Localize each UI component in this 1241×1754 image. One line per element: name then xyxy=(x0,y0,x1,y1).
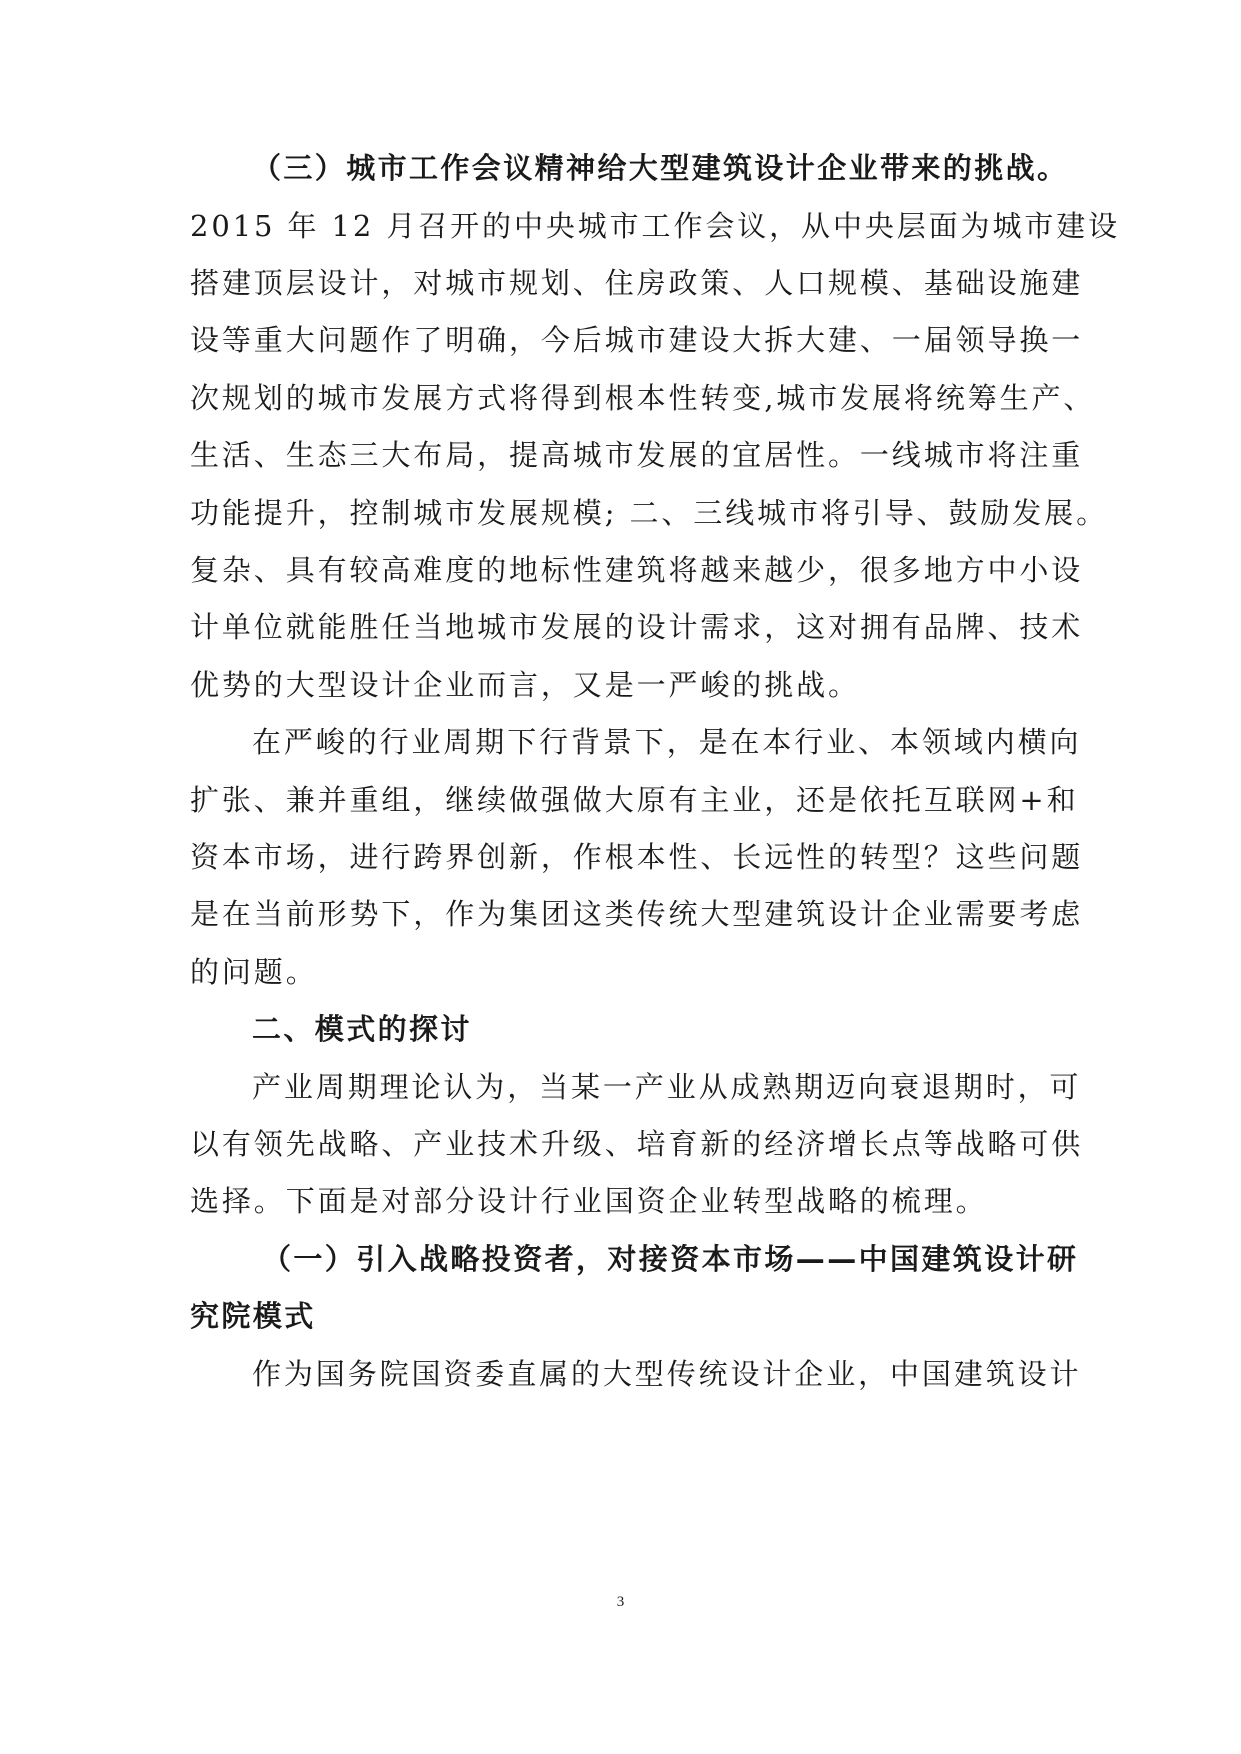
paragraph-line: 在严峻的行业周期下行背景下，是在本行业、本领域内横向 xyxy=(252,725,1082,759)
paragraph-line: 优势的大型设计企业而言，又是一严峻的挑战。 xyxy=(190,668,860,702)
paragraph-line: 选择。下面是对部分设计行业国资企业转型战略的梳理。 xyxy=(190,1184,988,1218)
paragraph-line: 生活、生态三大布局，提高城市发展的宜居性。一线城市将注重 xyxy=(190,438,1084,472)
paragraph-line: 产业周期理论认为，当某一产业从成熟期迈向衰退期时，可 xyxy=(252,1070,1082,1104)
paragraph-line: 的问题。 xyxy=(190,955,318,989)
subsection-heading-continuation: 究院模式 xyxy=(190,1299,316,1333)
paragraph-line: 设等重大问题作了明确，今后城市建设大拆大建、一届领导换一 xyxy=(190,323,1084,357)
paragraph-line: 复杂、具有较高难度的地标性建筑将越来越少，很多地方中小设 xyxy=(190,553,1084,587)
paragraph-line: 次规划的城市发展方式将得到根本性转变,城市发展将统筹生产、 xyxy=(190,381,1096,415)
paragraph-line: 以有领先战略、产业技术升级、培育新的经济增长点等战略可供 xyxy=(190,1127,1084,1161)
subsection-heading: （一）引入战略投资者，对接资本市场——中国建筑设计研 xyxy=(262,1242,1079,1276)
paragraph-line: 资本市场，进行跨界创新，作根本性、长远性的转型？这些问题 xyxy=(190,840,1084,874)
section-heading-challenge: （三）城市工作会议精神给大型建筑设计企业带来的挑战。 xyxy=(252,151,1069,185)
paragraph-line: 搭建顶层设计，对城市规划、住房政策、人口规模、基础设施建 xyxy=(190,266,1084,300)
paragraph-line: 作为国务院国资委直属的大型传统设计企业，中国建筑设计 xyxy=(252,1357,1082,1391)
paragraph-line: 是在当前形势下，作为集团这类传统大型建筑设计企业需要考虑 xyxy=(190,897,1084,931)
paragraph-line: 扩张、兼并重组，继续做强做大原有主业，还是依托互联网+和 xyxy=(190,783,1079,817)
paragraph-line: 计单位就能胜任当地城市发展的设计需求，这对拥有品牌、技术 xyxy=(190,610,1084,644)
paragraph-line: 功能提升，控制城市发展规模; 二、三线城市将引导、鼓励发展。 xyxy=(190,496,1108,530)
section-heading-models: 二、模式的探讨 xyxy=(252,1012,472,1046)
paragraph-line: 2015 年 12 月召开的中央城市工作会议，从中央层面为城市建设 xyxy=(190,209,1121,243)
page-number: 3 xyxy=(616,1594,625,1610)
